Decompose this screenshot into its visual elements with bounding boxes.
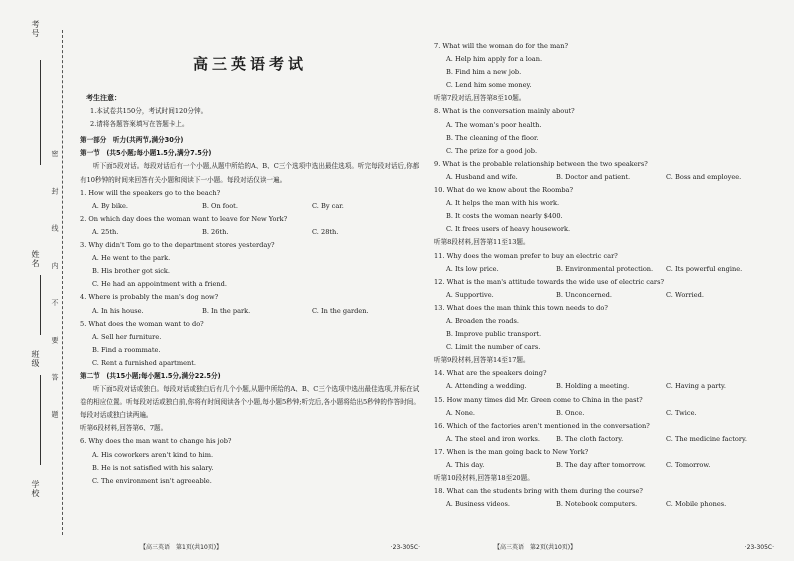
option-c[interactable]: C. Mobile phones. [666, 500, 727, 509]
option-a[interactable]: A. 25th. [92, 227, 119, 236]
option-c[interactable]: C. Rent a furnished apartment. [92, 358, 196, 367]
class-label: 班级 [31, 350, 40, 368]
option-b[interactable]: B. The day after tomorrow. [556, 461, 646, 469]
segment-8-note: 听第8段材料,回答第11至13题。 [434, 238, 530, 247]
exam-no-line [40, 60, 41, 165]
page-title: 高三英语考试 [192, 55, 307, 73]
question-16-options [446, 433, 774, 446]
option-c[interactable]: C. Limit the number of cars. [446, 343, 541, 352]
question-3: 3. Why didn't Tom go to the department stores yesterday? [80, 241, 275, 250]
question-6: 6. Why does the man want to change his job? [80, 437, 232, 446]
segment-7-note: 听第7段对话,回答第8至10题。 [434, 94, 526, 103]
exam-no-label: 考号 [31, 20, 40, 38]
option-b[interactable]: B. Notebook computers. [556, 500, 638, 509]
question-11: 11. Why does the woman prefer to buy an electric car? [434, 251, 618, 260]
option-a[interactable]: A. Its low price. [446, 264, 499, 273]
option-c[interactable]: C. Twice. [666, 408, 697, 417]
option-a[interactable]: A. In his house. [92, 306, 144, 315]
question-2: 2. On which day does the woman want to leave for New York? [80, 214, 288, 223]
fold-line [62, 30, 63, 535]
option-c[interactable]: C. The prize for a good job. [446, 146, 538, 155]
name-label: 姓名 [31, 250, 40, 268]
paper-code: ·23-305C· [390, 544, 420, 551]
option-a[interactable]: A. Help him apply for a loan. [446, 55, 543, 64]
option-b[interactable]: B. Once. [556, 408, 585, 417]
option-a[interactable]: A. None. [446, 408, 475, 417]
question-15-options [446, 407, 774, 420]
option-b[interactable]: B. It costs the woman nearly $400. [446, 212, 563, 221]
section2-instructions: 听下面5段对话或独白。每段对话或独白后有几个小题,从题中所给的A、B、C三个选项中选出最佳选项,并标在试卷的相应位置。听每段对话或独白前,你将有时间阅读各个小题,每小题5秒钟;听完后,各小题将给出5秒钟的作答时间。每段对话或独白读两遍。 [80, 385, 420, 420]
question-13: 13. What does the man think this town needs to do? [434, 303, 608, 312]
option-c[interactable]: C. 28th. [312, 227, 339, 236]
question-16: 16. Which of the factories aren't mentioned in the conversation? [434, 421, 650, 430]
option-b[interactable]: B. 26th. [202, 227, 229, 236]
option-c[interactable]: C. The environment isn't agreeable. [92, 476, 212, 485]
question-14-options [446, 380, 774, 393]
question-11-options [446, 263, 774, 276]
option-b[interactable]: B. In the park. [202, 306, 251, 315]
option-a[interactable]: A. His coworkers aren't kind to him. [92, 450, 214, 459]
section2-heading: 第二节 (共15小题;每小题1.5分,满分22.5分) [80, 371, 221, 380]
class-line [40, 375, 41, 465]
question-12-options [446, 289, 774, 302]
question-5: 5. What does the woman want to do? [80, 319, 204, 328]
option-a[interactable]: A. The woman's poor health. [446, 120, 542, 129]
option-b[interactable]: B. Doctor and patient. [556, 172, 631, 181]
option-a[interactable]: A. Broaden the roads. [446, 316, 519, 325]
page-2 [434, 0, 774, 561]
option-c[interactable]: C. Having a party. [666, 382, 727, 391]
part1-heading: 第一部分 听力(共两节,满分30分) [80, 136, 184, 145]
question-12: 12. What is the man's attitude towards the wide use of electric cars? [434, 277, 664, 286]
option-b[interactable]: B. Find him a new job. [446, 68, 522, 77]
question-17: 17. When is the man going back to New York? [434, 447, 589, 456]
option-a[interactable]: A. Supportive. [446, 290, 494, 299]
option-c[interactable]: C. Its powerful engine. [666, 264, 743, 273]
option-a[interactable]: A. Husband and wife. [446, 172, 518, 181]
option-c[interactable]: C. Lend him some money. [446, 81, 532, 90]
option-b[interactable]: B. Holding a meeting. [556, 382, 630, 391]
section1-heading: 第一节 (共5小题;每小题1.5分,满分7.5分) [80, 149, 212, 158]
option-a[interactable]: A. The steel and iron works. [446, 434, 540, 443]
option-b[interactable]: B. The cleaning of the floor. [446, 133, 539, 142]
option-b[interactable]: B. He is not satisfied with his salary. [92, 463, 214, 472]
paper-code: ·23-305C· [744, 544, 774, 551]
option-b[interactable]: B. The cloth factory. [556, 434, 624, 443]
option-a[interactable]: A. Business videos. [446, 500, 510, 509]
question-8: 8. What is the conversation mainly about? [434, 107, 575, 116]
question-1: 1. How will the speakers go to the beach? [80, 188, 221, 197]
notes-heading: 考生注意： [86, 94, 121, 102]
option-a[interactable]: A. By bike. [92, 201, 128, 210]
question-1-options [92, 200, 420, 213]
school-label: 学校 [31, 480, 40, 498]
option-b[interactable]: B. On foot. [202, 201, 238, 210]
option-a[interactable]: A. Attending a wedding. [446, 382, 527, 391]
question-15: 15. How many times did Mr. Green come to China in the past? [434, 395, 643, 404]
page-number: 【高三英语 第2页(共10页)】 [494, 544, 577, 551]
option-b[interactable]: B. Unconcerned. [556, 290, 612, 299]
section1-instructions: 听下面5段对话。每段对话后有一个小题,从题中所给的A、B、C三个选项中选出最佳选项。听完每段对话后,你都有10秒钟的时间来回答有关小题和阅读下一小题。每段对话仅读一遍。 [80, 162, 420, 184]
binding-margin [0, 0, 72, 561]
option-c[interactable]: C. The medicine factory. [666, 434, 747, 443]
option-b[interactable]: B. Improve public transport. [446, 330, 542, 339]
option-a[interactable]: A. He went to the park. [92, 254, 171, 263]
question-10: 10. What do we know about the Roomba? [434, 186, 574, 195]
question-18-options [446, 498, 774, 511]
option-c[interactable]: C. He had an appointment with a friend. [92, 280, 227, 289]
option-b[interactable]: B. His brother got sick. [92, 267, 170, 276]
option-c[interactable]: C. It frees users of heavy housework. [446, 225, 571, 234]
option-c[interactable]: C. Tomorrow. [666, 461, 711, 469]
option-c[interactable]: C. Worried. [666, 290, 704, 299]
question-2-options [92, 226, 420, 239]
question-9-options [446, 171, 774, 184]
option-a[interactable]: A. This day. [446, 461, 485, 469]
option-a[interactable]: A. Sell her furniture. [92, 332, 162, 341]
name-line [40, 275, 41, 335]
question-4: 4. Where is probably the man's dog now? [80, 293, 219, 302]
question-9: 9. What is the probable relationship between the two speakers? [434, 159, 648, 168]
option-c[interactable]: C. By car. [312, 201, 344, 210]
question-18: 18. What can the students bring with them during the course? [434, 487, 643, 496]
question-4-options [92, 305, 420, 318]
note-2: 2.请将各题答案填写在答题卡上。 [90, 120, 189, 129]
question-14: 14. What are the speakers doing? [434, 369, 547, 378]
option-b[interactable]: B. Environmental protection. [556, 264, 654, 273]
page-number: 【高三英语 第1页(共10页)】 [140, 544, 223, 551]
segment-10-note: 听第10段材料,回答第18至20题。 [434, 474, 534, 483]
option-c[interactable]: C. Boss and employee. [666, 172, 742, 181]
seal-warning: 密 封 线 内 不 要 答 题 [51, 150, 59, 432]
option-a[interactable]: A. It helps the man with his work. [446, 199, 560, 208]
segment-9-note: 听第9段材料,回答第14至17题。 [434, 356, 530, 365]
page-1 [80, 0, 420, 561]
note-1: 1.本试卷共150分，考试时间120分钟。 [90, 107, 208, 116]
option-b[interactable]: B. Find a roommate. [92, 345, 161, 354]
question-7: 7. What will the woman do for the man? [434, 42, 568, 50]
option-c[interactable]: C. In the garden. [312, 306, 369, 315]
segment-6-note: 听第6段材料,回答第6、7题。 [80, 424, 168, 433]
question-17-options [446, 459, 774, 472]
